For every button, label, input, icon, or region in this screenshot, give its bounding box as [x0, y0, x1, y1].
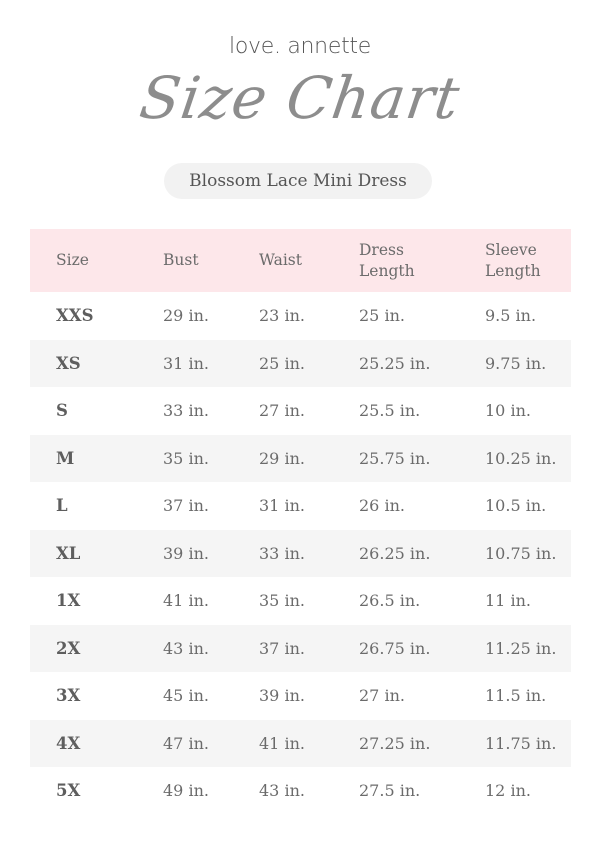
bust-cell: 45 in.: [163, 686, 209, 706]
size-cell: S: [56, 401, 68, 421]
size-cell: XXS: [56, 306, 94, 326]
sleeve-length-cell: 10.25 in.: [485, 448, 557, 468]
sleeve-length-cell: 11.25 in.: [485, 638, 557, 658]
bust-cell: 39 in.: [163, 543, 209, 563]
bust-cell: 35 in.: [163, 448, 209, 468]
bust-cell: 31 in.: [163, 353, 209, 373]
size-cell: 2X: [56, 638, 81, 658]
dress-length-cell: 26.75 in.: [359, 638, 431, 658]
waist-cell: 27 in.: [259, 401, 305, 421]
waist-cell: 39 in.: [259, 686, 305, 706]
table-row: [30, 387, 571, 435]
dress-length-cell: 26.5 in.: [359, 591, 421, 611]
bust-cell: 43 in.: [163, 638, 209, 658]
size-cell: M: [56, 448, 75, 468]
dress-length-cell: 25.75 in.: [359, 448, 431, 468]
bust-cell: 41 in.: [163, 591, 209, 611]
waist-cell: 33 in.: [259, 543, 305, 563]
page-title: Size Chart: [135, 64, 465, 132]
dress-length-cell: 26 in.: [359, 496, 405, 516]
header-bust: Bust: [163, 251, 199, 269]
size-cell: 5X: [56, 781, 81, 801]
size-cell: 1X: [56, 591, 81, 611]
header-sleeve-length: [485, 229, 541, 292]
dress-length-cell: 25.25 in.: [359, 353, 431, 373]
sleeve-length-cell: 11.5 in.: [485, 686, 547, 706]
waist-cell: 43 in.: [259, 781, 305, 801]
size-table: [30, 229, 571, 815]
sleeve-length-cell: 11 in.: [485, 591, 531, 611]
size-cell: L: [56, 496, 68, 516]
sleeve-length-cell: 10 in.: [485, 401, 531, 421]
table-row: [30, 720, 571, 768]
size-cell: 4X: [56, 733, 81, 753]
header-sleeve-length-line2: Length: [485, 261, 541, 280]
sleeve-length-cell: 11.75 in.: [485, 733, 557, 753]
header-dress-length-line1: Dress: [359, 240, 404, 259]
waist-cell: 29 in.: [259, 448, 305, 468]
table-row: [30, 292, 571, 340]
waist-cell: 41 in.: [259, 733, 305, 753]
dress-length-cell: 26.25 in.: [359, 543, 431, 563]
product-name-badge: Blossom Lace Mini Dress: [164, 163, 432, 199]
table-row: [30, 767, 571, 815]
size-cell: XL: [56, 543, 81, 563]
sleeve-length-cell: 10.75 in.: [485, 543, 557, 563]
size-cell: 3X: [56, 686, 81, 706]
header-dress-length: [359, 229, 415, 292]
table-row: [30, 482, 571, 530]
sleeve-length-cell: 9.5 in.: [485, 306, 537, 326]
sleeve-length-cell: 12 in.: [485, 781, 531, 801]
waist-cell: 37 in.: [259, 638, 305, 658]
sleeve-length-cell: 9.75 in.: [485, 353, 547, 373]
waist-cell: 25 in.: [259, 353, 305, 373]
table-row: [30, 625, 571, 673]
waist-cell: 23 in.: [259, 306, 305, 326]
header-dress-length-line2: Length: [359, 261, 415, 280]
waist-cell: 35 in.: [259, 591, 305, 611]
bust-cell: 49 in.: [163, 781, 209, 801]
header-size: Size: [56, 251, 89, 269]
sleeve-length-cell: 10.5 in.: [485, 496, 547, 516]
bust-cell: 33 in.: [163, 401, 209, 421]
table-row: [30, 435, 571, 483]
bust-cell: 29 in.: [163, 306, 209, 326]
table-row: [30, 530, 571, 578]
dress-length-cell: 27.25 in.: [359, 733, 431, 753]
table-row: [30, 340, 571, 388]
table-header-row: [30, 229, 571, 292]
dress-length-cell: 25 in.: [359, 306, 405, 326]
waist-cell: 31 in.: [259, 496, 305, 516]
brand-logo: love. annette: [229, 34, 371, 59]
bust-cell: 37 in.: [163, 496, 209, 516]
dress-length-cell: 25.5 in.: [359, 401, 421, 421]
dress-length-cell: 27 in.: [359, 686, 405, 706]
table-row: [30, 672, 571, 720]
header-waist: Waist: [259, 251, 302, 269]
size-cell: XS: [56, 353, 81, 373]
header-sleeve-length-line1: Sleeve: [485, 240, 537, 259]
dress-length-cell: 27.5 in.: [359, 781, 421, 801]
table-row: [30, 577, 571, 625]
bust-cell: 47 in.: [163, 733, 209, 753]
